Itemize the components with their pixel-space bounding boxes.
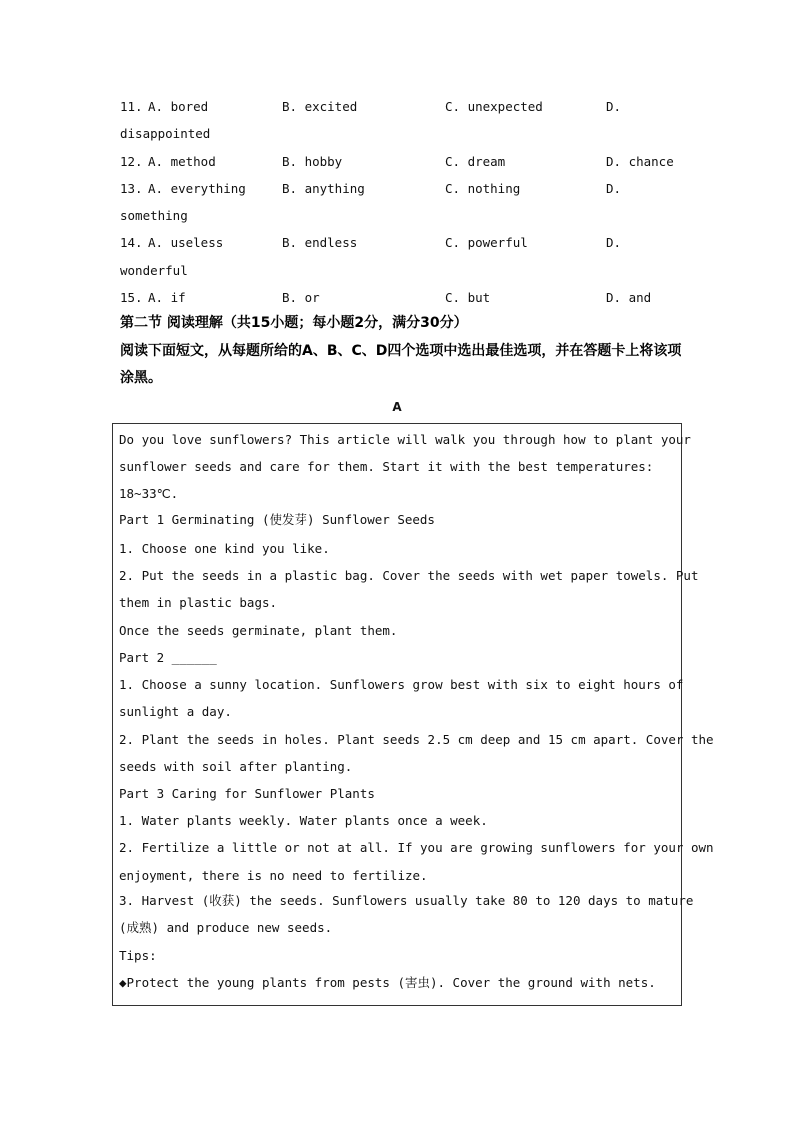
option-c: C. unexpected xyxy=(445,99,543,114)
option-a: A. bored xyxy=(148,99,209,114)
question-number: 15. xyxy=(120,290,143,305)
option-c: C. but xyxy=(445,290,491,305)
section-instruction: 阅读下面短文，从每题所给的A、B、C、D四个选项中选出最佳选项，并在答题卡上将该项 xyxy=(120,343,682,359)
option-a: A. method xyxy=(148,154,216,169)
option-c: C. nothing xyxy=(445,181,521,196)
question-number: 12. xyxy=(120,154,143,169)
option-b: B. hobby xyxy=(282,154,343,169)
passage-line: sunlight a day. xyxy=(119,704,232,719)
passage-heading-part1: Part 1 Germinating (使发芽) Sunflower Seeds xyxy=(119,512,435,527)
passage-label: A xyxy=(392,400,402,414)
passage-line: 18~33℃. xyxy=(119,486,179,501)
question-row-14 xyxy=(120,234,680,252)
passage-line: seeds with soil after planting. xyxy=(119,759,353,774)
passage-line: Do you love sunflowers? This article will walk you through how to plant your xyxy=(119,432,691,447)
question-row-15 xyxy=(120,289,680,307)
passage-heading-part2: Part 2 ______ xyxy=(119,650,217,665)
option-c: C. powerful xyxy=(445,235,528,250)
passage-tip: ◆Protect the young plants from pests (害虫). Cover the ground with nets. xyxy=(119,975,656,990)
option-b: B. anything xyxy=(282,181,365,196)
passage-line: 1. Choose one kind you like. xyxy=(119,541,330,556)
option-a: A. if xyxy=(148,290,186,305)
option-a: A. everything xyxy=(148,181,246,196)
option-d-continuation: wonderful xyxy=(120,263,188,278)
passage-tips-label: Tips: xyxy=(119,948,157,963)
option-a: A. useless xyxy=(148,235,224,250)
question-row-11 xyxy=(120,98,680,116)
option-b: B. or xyxy=(282,290,320,305)
question-row-12 xyxy=(120,153,680,171)
option-d-continuation: something xyxy=(120,208,188,223)
passage-line: 3. Harvest (收获) the seeds. Sunflowers usually take 80 to 120 days to mature xyxy=(119,893,694,908)
section-title: 第二节 阅读理解（共15小题；每小题2分，满分30分） xyxy=(120,315,468,331)
section-instruction-continued: 涂黑。 xyxy=(120,370,162,386)
question-number: 11. xyxy=(120,99,143,114)
passage-line: 1. Water plants weekly. Water plants once a week. xyxy=(119,813,488,828)
question-row-13 xyxy=(120,180,680,198)
option-d: D. and xyxy=(606,290,652,305)
option-d: D. xyxy=(606,235,622,250)
passage-heading-part3: Part 3 Caring for Sunflower Plants xyxy=(119,786,375,801)
option-c: C. dream xyxy=(445,154,506,169)
passage-line: 2. Put the seeds in a plastic bag. Cover the seeds with wet paper towels. Put xyxy=(119,568,699,583)
option-d: D. xyxy=(606,99,622,114)
passage-line: (成熟) and produce new seeds. xyxy=(119,920,333,935)
option-d: D. chance xyxy=(606,154,674,169)
option-b: B. endless xyxy=(282,235,358,250)
option-b: B. excited xyxy=(282,99,358,114)
passage-line: enjoyment, there is no need to fertilize. xyxy=(119,868,428,883)
passage-line: 1. Choose a sunny location. Sunflowers grow best with six to eight hours of xyxy=(119,677,684,692)
passage-line: 2. Fertilize a little or not at all. If you are growing sunflowers for your own xyxy=(119,840,714,855)
passage-line: sunflower seeds and care for them. Start it with the best temperatures: xyxy=(119,459,654,474)
option-d-continuation: disappointed xyxy=(120,126,211,141)
passage-line: 2. Plant the seeds in holes. Plant seeds 2.5 cm deep and 15 cm apart. Cover the xyxy=(119,732,714,747)
question-number: 13. xyxy=(120,181,143,196)
question-number: 14. xyxy=(120,235,143,250)
option-d: D. xyxy=(606,181,622,196)
passage-line: them in plastic bags. xyxy=(119,595,278,610)
passage-line: Once the seeds germinate, plant them. xyxy=(119,623,398,638)
